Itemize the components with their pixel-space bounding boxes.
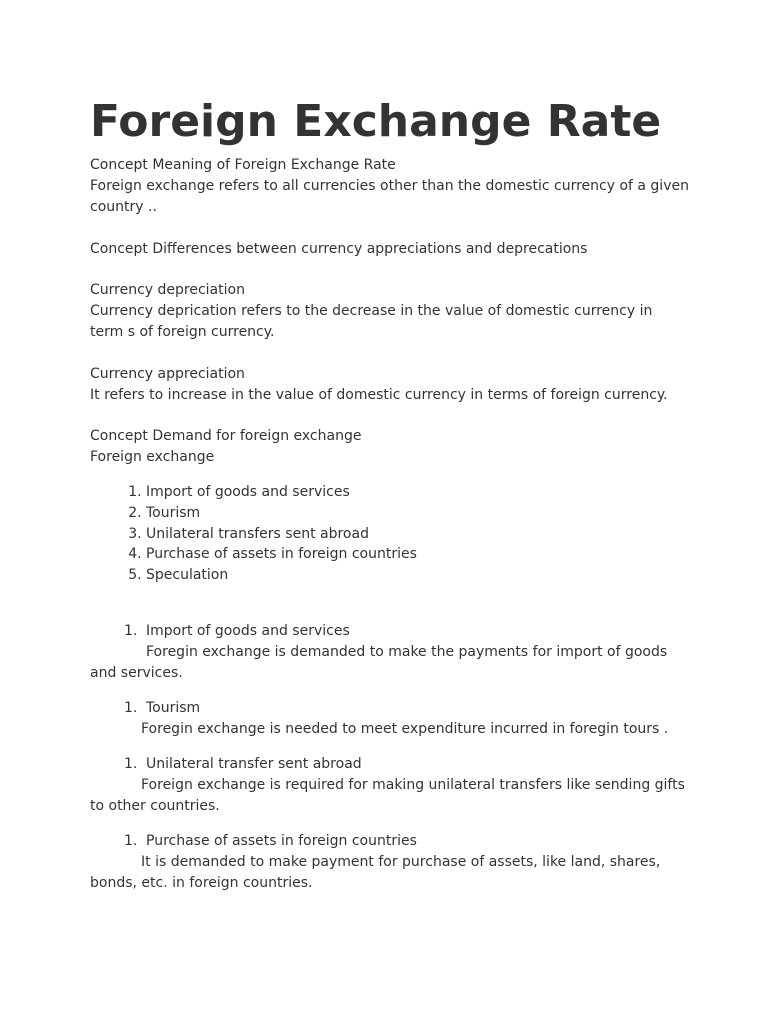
detail-tourism (90, 698, 690, 740)
list-item: 3. Unilateral transfers sent abroad (146, 524, 690, 545)
concept-differences-heading: Concept Differences between currency appreciations and deprecations (90, 240, 588, 257)
detail-number: 1. (124, 622, 138, 639)
demand-list (90, 482, 690, 586)
detail-text: Foregin exchange is demanded to make the payments for import of goods and services. (90, 643, 668, 681)
document-page (90, 93, 690, 894)
detail-text: Foreign exchange is required for making unilateral transfers like sending gifts to other countries. (90, 776, 685, 814)
detail-number: 1. (124, 699, 138, 716)
detail-title: Tourism (146, 699, 201, 716)
depreciation-heading: Currency depreciation (90, 282, 245, 298)
detail-number: 1. (124, 755, 138, 772)
page-title: Foreign Exchange Rate (90, 96, 662, 147)
list-item: 4. Purchase of assets in foreign countries (146, 544, 690, 565)
depreciation-text: Currency deprication refers to the decrease in the value of domestic currency in term s of foreign currency. (90, 303, 653, 340)
list-item: 2. Tourism (146, 503, 690, 524)
appreciation-heading: Currency appreciation (90, 365, 245, 382)
concept-meaning-text: Foreign exchange refers to all currencies other than the domestic currency of a given country .. (90, 178, 689, 215)
detail-title: Purchase of assets in foreign countries (146, 832, 417, 849)
list-item: 5. Speculation (146, 565, 690, 586)
list-item: 1. Import of goods and services (146, 482, 690, 503)
appreciation-text: It refers to increase in the value of domestic currency in terms of foreign currency. (90, 386, 668, 403)
detail-number: 1. (124, 832, 138, 849)
demand-heading: Concept Demand for foreign exchange (90, 428, 362, 444)
detail-text: It is demanded to make payment for purchase of assets, like land, shares, bonds, etc. in foreign countries. (90, 853, 661, 891)
detail-title: Unilateral transfer sent abroad (146, 755, 362, 772)
detail-unilateral (90, 754, 690, 817)
concept-meaning-heading: Concept Meaning of Foreign Exchange Rate (90, 157, 396, 173)
demand-subheading: Foreign exchange (90, 449, 215, 465)
detail-text: Foregin exchange is needed to meet expenditure incurred in foregin tours . (141, 720, 669, 737)
detail-title: Import of goods and services (146, 622, 350, 639)
detail-import (90, 621, 690, 684)
detail-assets (90, 831, 690, 894)
